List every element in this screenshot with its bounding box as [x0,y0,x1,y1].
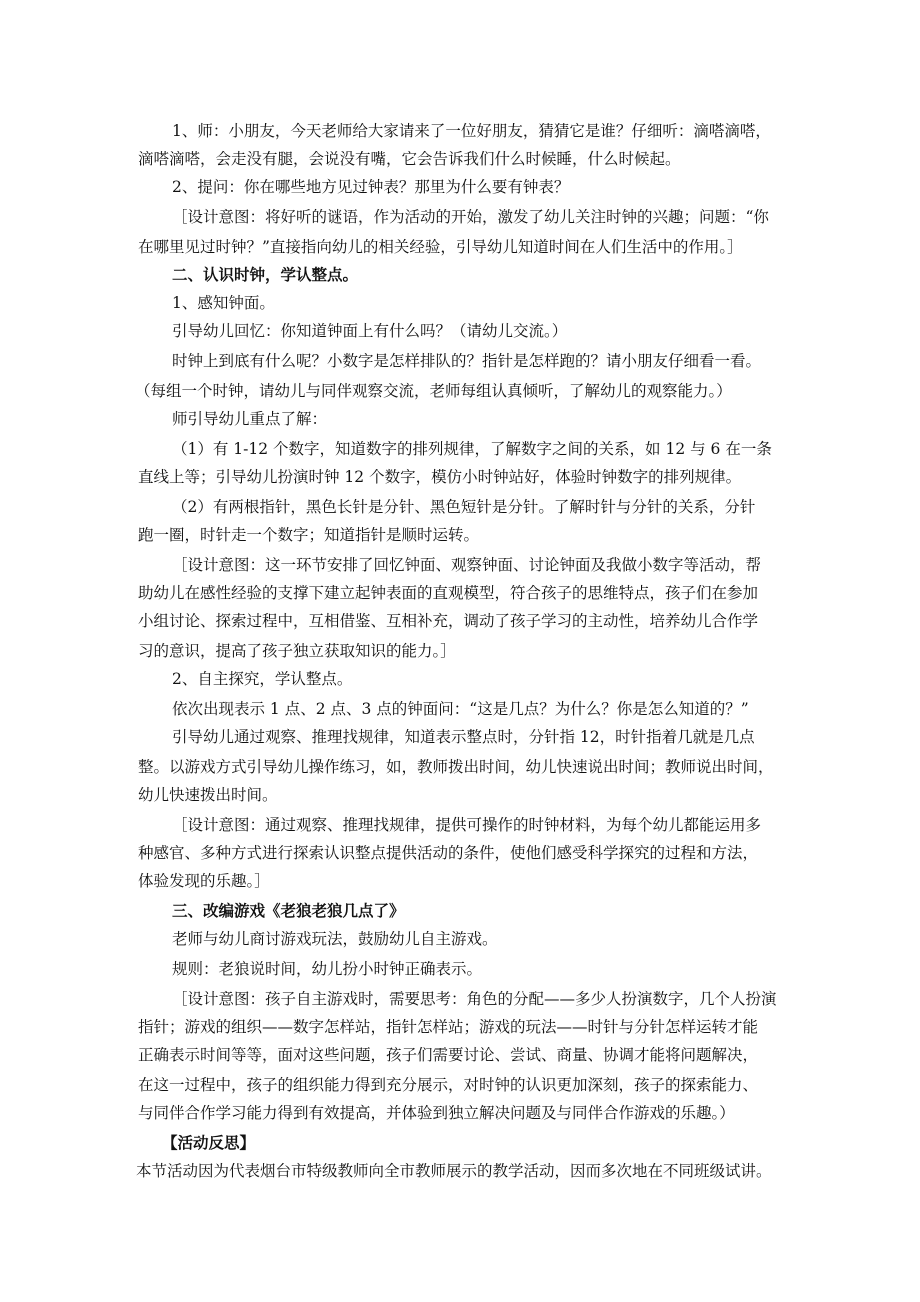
design-intent-line: 小组讨论、探索过程中，互相借鉴、互相补充，调动了孩子学习的主动性，培养幼儿合作学 [138,612,759,630]
paragraph-line: 师引导幼儿重点了解： [172,410,328,428]
design-intent-line: ［设计意图：将好听的谜语，作为活动的开始，激发了幼儿关注时钟的兴趣；问题：“你 [172,208,769,226]
design-intent-line: 种感官、多种方式进行探索认识整点提供活动的条件，使他们感受科学探究的过程和方法， [138,844,759,862]
paragraph-line: 本节活动因为代表烟台市特级教师向全市教师展示的教学活动，因而多次地在不同班级试讲。 [136,1162,772,1180]
design-intent-line: 与同伴合作学习能力得到有效提高，并体验到独立解决问题及与同伴合作游戏的乐趣。） [138,1104,735,1122]
design-intent-line: 助幼儿在感性经验的支撑下建立起钟表面的直观模型，符合孩子的思维特点，孩子们在参加 [138,584,759,602]
section-heading: 三、改编游戏《老狼老狼几点了》 [172,901,405,920]
design-intent-line: 指针；游戏的组织——数字怎样站，指针怎样站；游戏的玩法——时针与分针怎样运转才能 [138,1018,759,1036]
design-intent-line: ［设计意图：这一环节安排了回忆钟面、观察钟面、讨论钟面及我做小数字等活动，帮 [172,556,762,574]
design-intent-line: 习的意识，提高了孩子独立获取知识的能力。］ [138,642,456,660]
list-item-line: 直线上等；引导幼儿扮演时钟 12 个数字，模仿小时钟站好，体验时钟数字的排列规律。 [138,468,742,486]
paragraph-line: 整。以游戏方式引导幼儿操作练习，如，教师拨出时间，幼儿快速说出时间；教师说出时间， [138,758,774,776]
paragraph-line: 幼儿快速拨出时间。 [138,786,278,804]
list-item-line: （1）有 1-12 个数字，知道数字的排列规律，了解数字之间的关系，如 12 与 6 在一条 [172,440,772,458]
paragraph-line: 老师与幼儿商讨游戏玩法，鼓励幼儿自主游戏。 [172,930,498,948]
list-item-line: （2）有两根指针，黑色长针是分针、黑色短针是分针。了解时针与分针的关系，分针 [172,498,756,516]
design-intent-line: 在哪里见过时钟？”直接指向幼儿的相关经验，引导幼儿知道时间在人们生活中的作用。］ [138,238,743,256]
design-intent-line: 在这一过程中，孩子的组织能力得到充分展示，对时钟的认识更加深刻，孩子的探索能力、 [138,1076,759,1094]
paragraph-line: 引导幼儿通过观察、推理找规律，知道表示整点时，分针指 12，时针指着几就是几点 [172,728,755,746]
design-intent-line: 正确表示时间等等，面对这些问题，孩子们需要讨论、尝试、商量、协调才能将问题解决， [138,1046,759,1064]
paragraph-line: （每组一个时钟，请幼儿与同伴观察交流，老师每组认真倾听，了解幼儿的观察能力。） [135,382,732,400]
design-intent-line: ［设计意图：孩子自主游戏时，需要思考：角色的分配——多少人扮演数字，几个人扮演 [172,990,777,1008]
subsection-heading: 1、感知钟面。 [172,294,275,312]
paragraph-line: 时钟上到底有什么呢？小数字是怎样排队的？指针是怎样跑的？请小朋友仔细看一看。 [172,352,762,370]
list-item-line: 跑一圈，时针走一个数字；知道指针是顺时运转。 [138,526,480,544]
reflection-heading: 【活动反思】 [162,1133,256,1152]
section-heading: 二、认识时钟，学认整点。 [172,265,359,284]
paragraph-line: 滴嗒滴嗒，会走没有腿，会说没有嘴，它会告诉我们什么时候睡，什么时候起。 [138,150,681,168]
paragraph-line: 引导幼儿回忆：你知道钟面上有什么吗？（请幼儿交流。） [172,322,568,340]
subsection-heading: 2、自主探究，学认整点。 [172,670,353,688]
design-intent-line: 体验发现的乐趣。］ [138,872,270,890]
paragraph-line: 规则：老狼说时间，幼儿扮小时钟正确表示。 [172,960,483,978]
paragraph-line: 依次出现表示 1 点、2 点、3 点的钟面问：“这是几点？为什么？你是怎么知道的？” [172,700,749,718]
paragraph-line: 1、师：小朋友，今天老师给大家请来了一位好朋友，猜猜它是谁？仔细听：滴嗒滴嗒， [172,122,771,140]
paragraph-line: 2、提问：你在哪些地方见过钟表？那里为什么要有钟表？ [172,178,570,196]
design-intent-line: ［设计意图：通过观察、推理找规律，提供可操作的时钟材料，为每个幼儿都能运用多 [172,816,762,834]
